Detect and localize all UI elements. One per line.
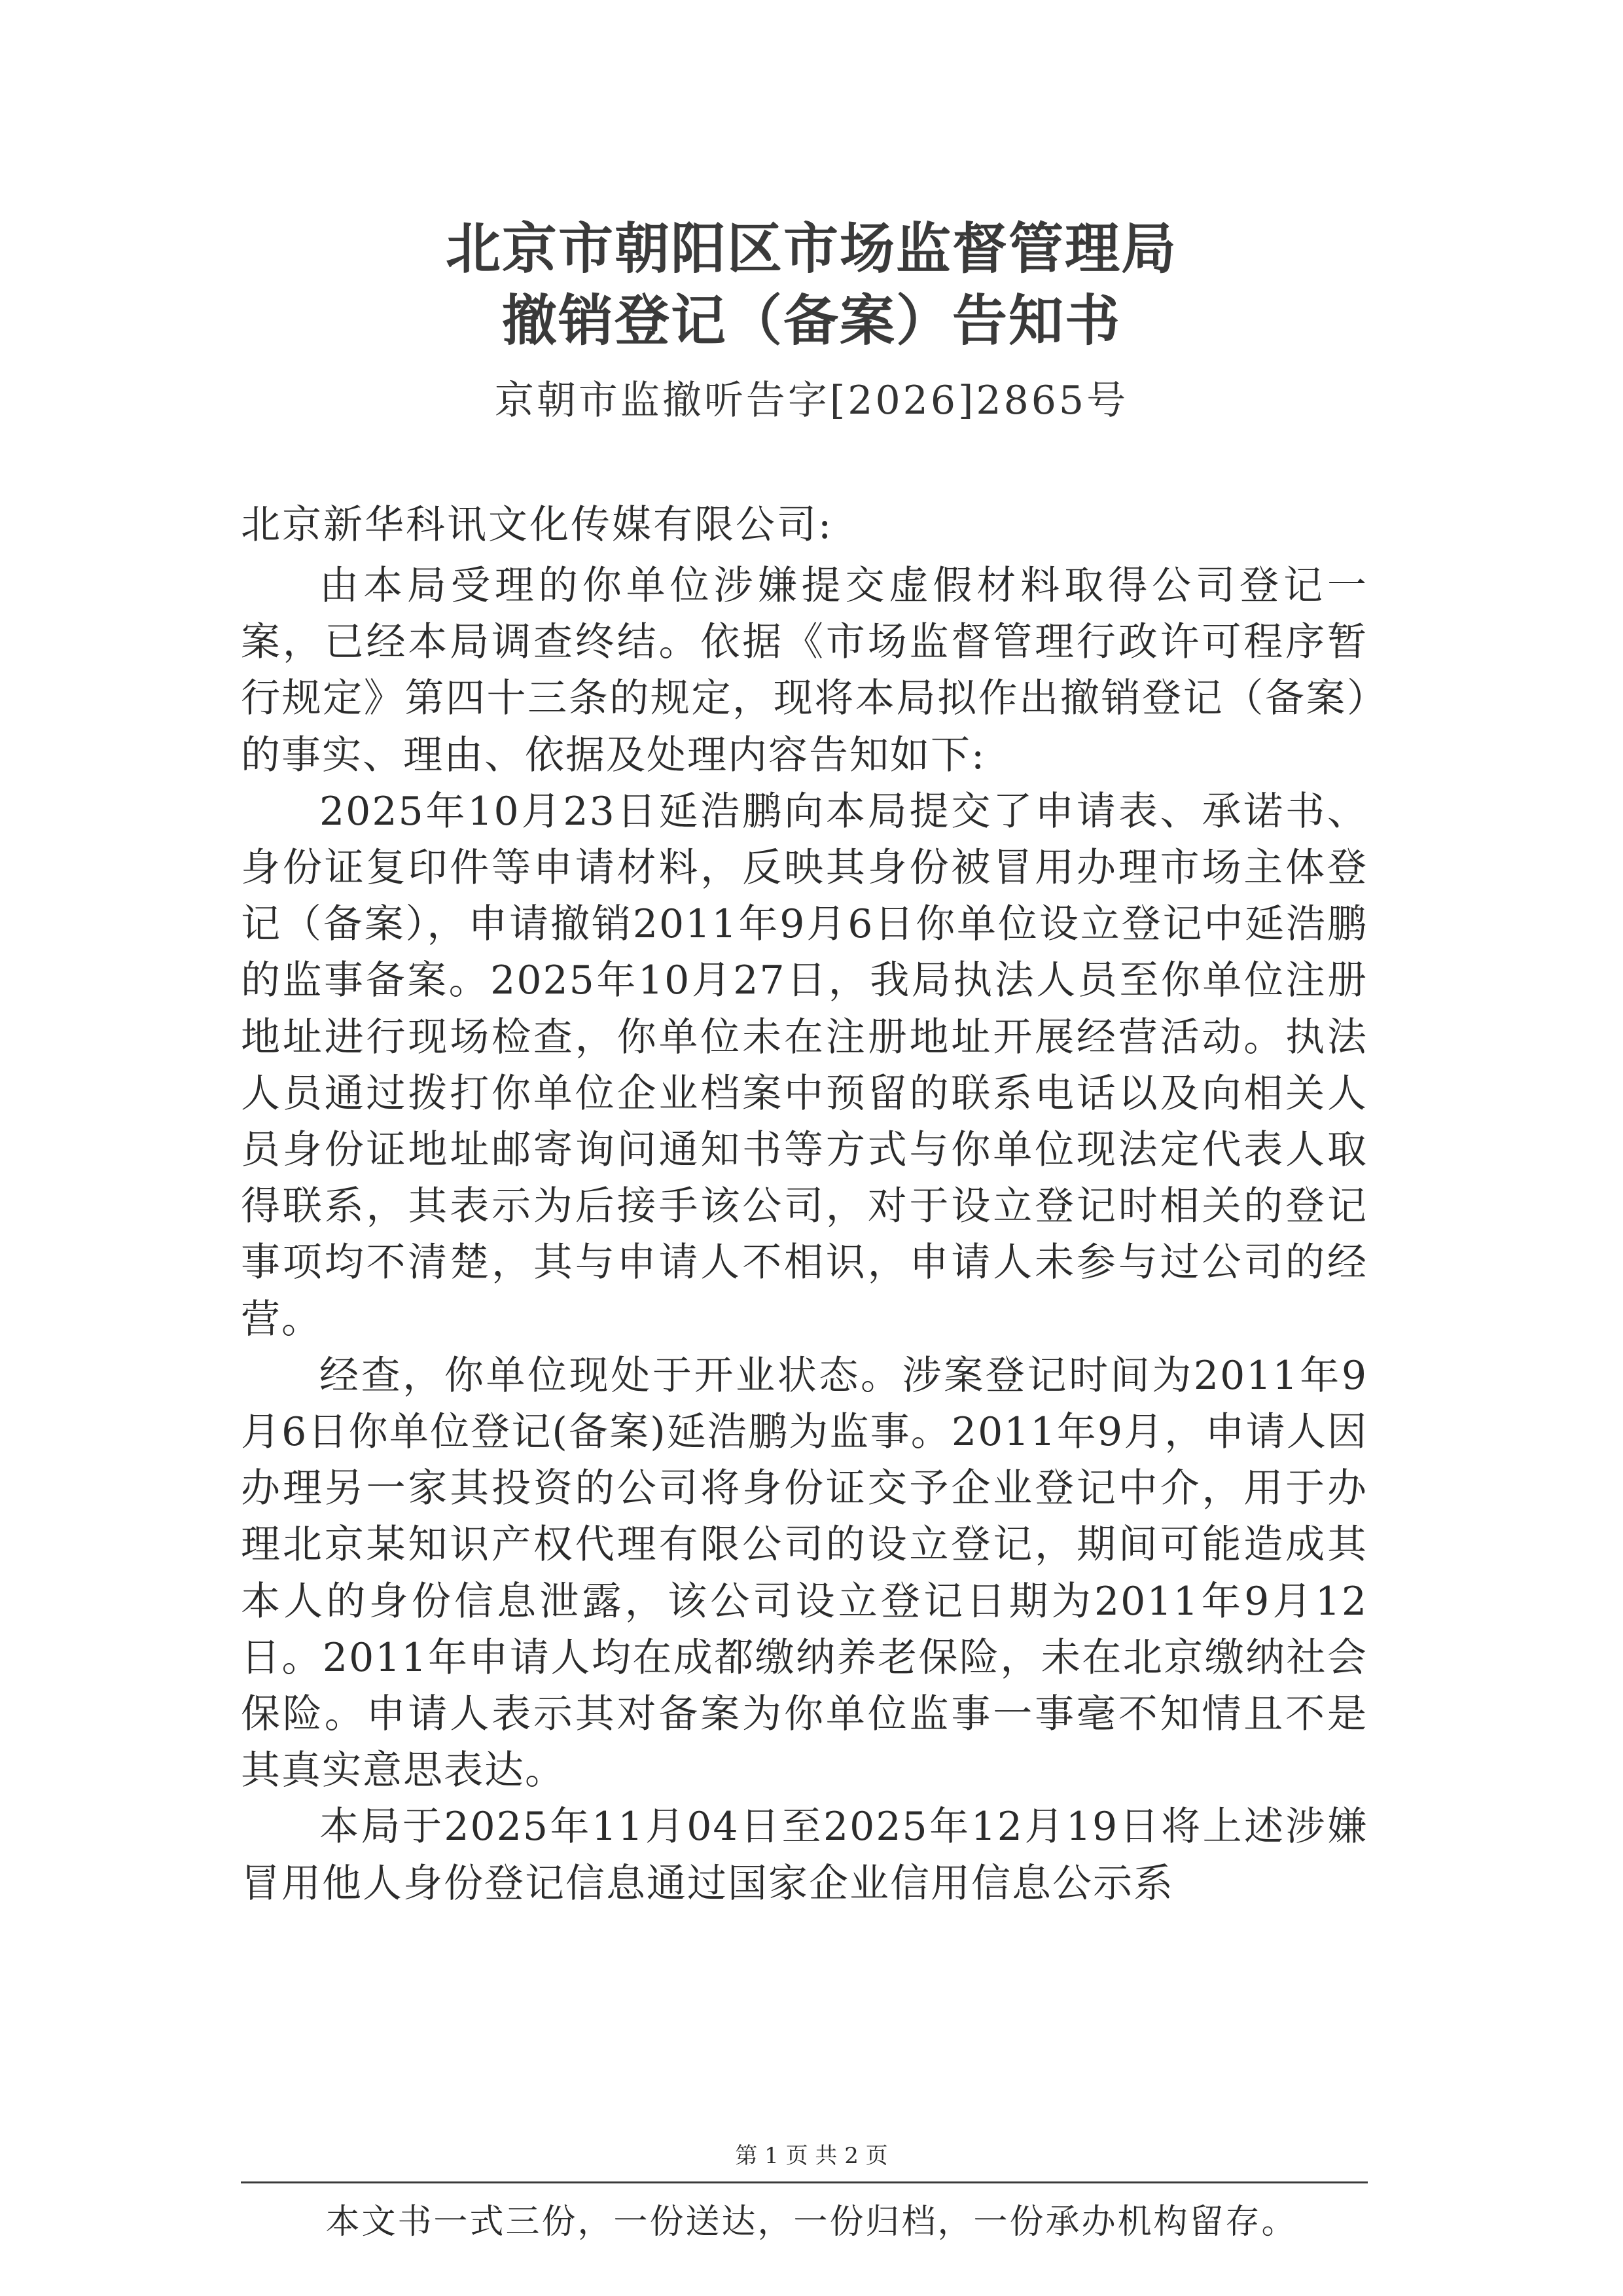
- document-body: [241, 558, 1368, 1912]
- body-paragraph: 本局于2025年11月04日至2025年12月19日将上述涉嫌冒用他人身份登记信息通过国家企业信用信息公示系: [241, 1804, 1368, 1907]
- document-title-line2: 撤销登记（备案）告知书: [501, 289, 1121, 353]
- body-paragraph: 2025年10月23日延浩鹏向本局提交了申请表、承诺书、身份证复印件等申请材料，反映其身份被冒用办理市场主体登记（备案），申请撤销2011年9月6日你单位设立登记中延浩鹏的监事备案。2025年10月27日，我局执法人员至你单位注册地址进行现场检查，你单位未在注册地址开展经营活动。执法人员通过拨打你单位企业档案中预留的联系电话以及向相关人员身份证地址邮寄询问通知书等方式与你单位现法定代表人取得联系，其表示为后接手该公司，对于设立登记时相关的登记事项均不清楚，其与申请人不相识，申请人未参与过公司的经营。: [241, 788, 1368, 1342]
- body-paragraph: 由本局受理的你单位涉嫌提交虚假材料取得公司登记一案，已经本局调查终结。依据《市场监督管理行政许可程序暂行规定》第四十三条的规定，现将本局拟作出撤销登记（备案）的事实、理由、依据及处理内容告知如下:: [241, 563, 1368, 778]
- page-indicator: 第 1 页 共 2 页: [735, 2143, 888, 2169]
- addressee: 北京新华科讯文化传媒有限公司:: [241, 502, 834, 548]
- footer-divider: [241, 2181, 1368, 2183]
- body-paragraph: 经查，你单位现处于开业状态。涉案登记时间为2011年9月6日你单位登记(备案)延浩鹏为监事。2011年9月，申请人因办理另一家其投资的公司将身份证交予企业登记中介，用于办理北京某知识产权代理有限公司的设立登记，期间可能造成其本人的身份信息泄露，该公司设立登记日期为2011年9月12日。2011年申请人均在成都缴纳养老保险，未在北京缴纳社会保险。申请人表示其对备案为你单位监事一事毫不知情且不是其真实意思表达。: [241, 1352, 1368, 1794]
- document-title-line1: 北京市朝阳区市场监督管理局: [445, 217, 1177, 281]
- copies-note: 本文书一式三份，一份送达，一份归档，一份承办机构留存。: [325, 2202, 1298, 2242]
- document-number: 京朝市监撤听告字[2026]2865号: [494, 378, 1129, 423]
